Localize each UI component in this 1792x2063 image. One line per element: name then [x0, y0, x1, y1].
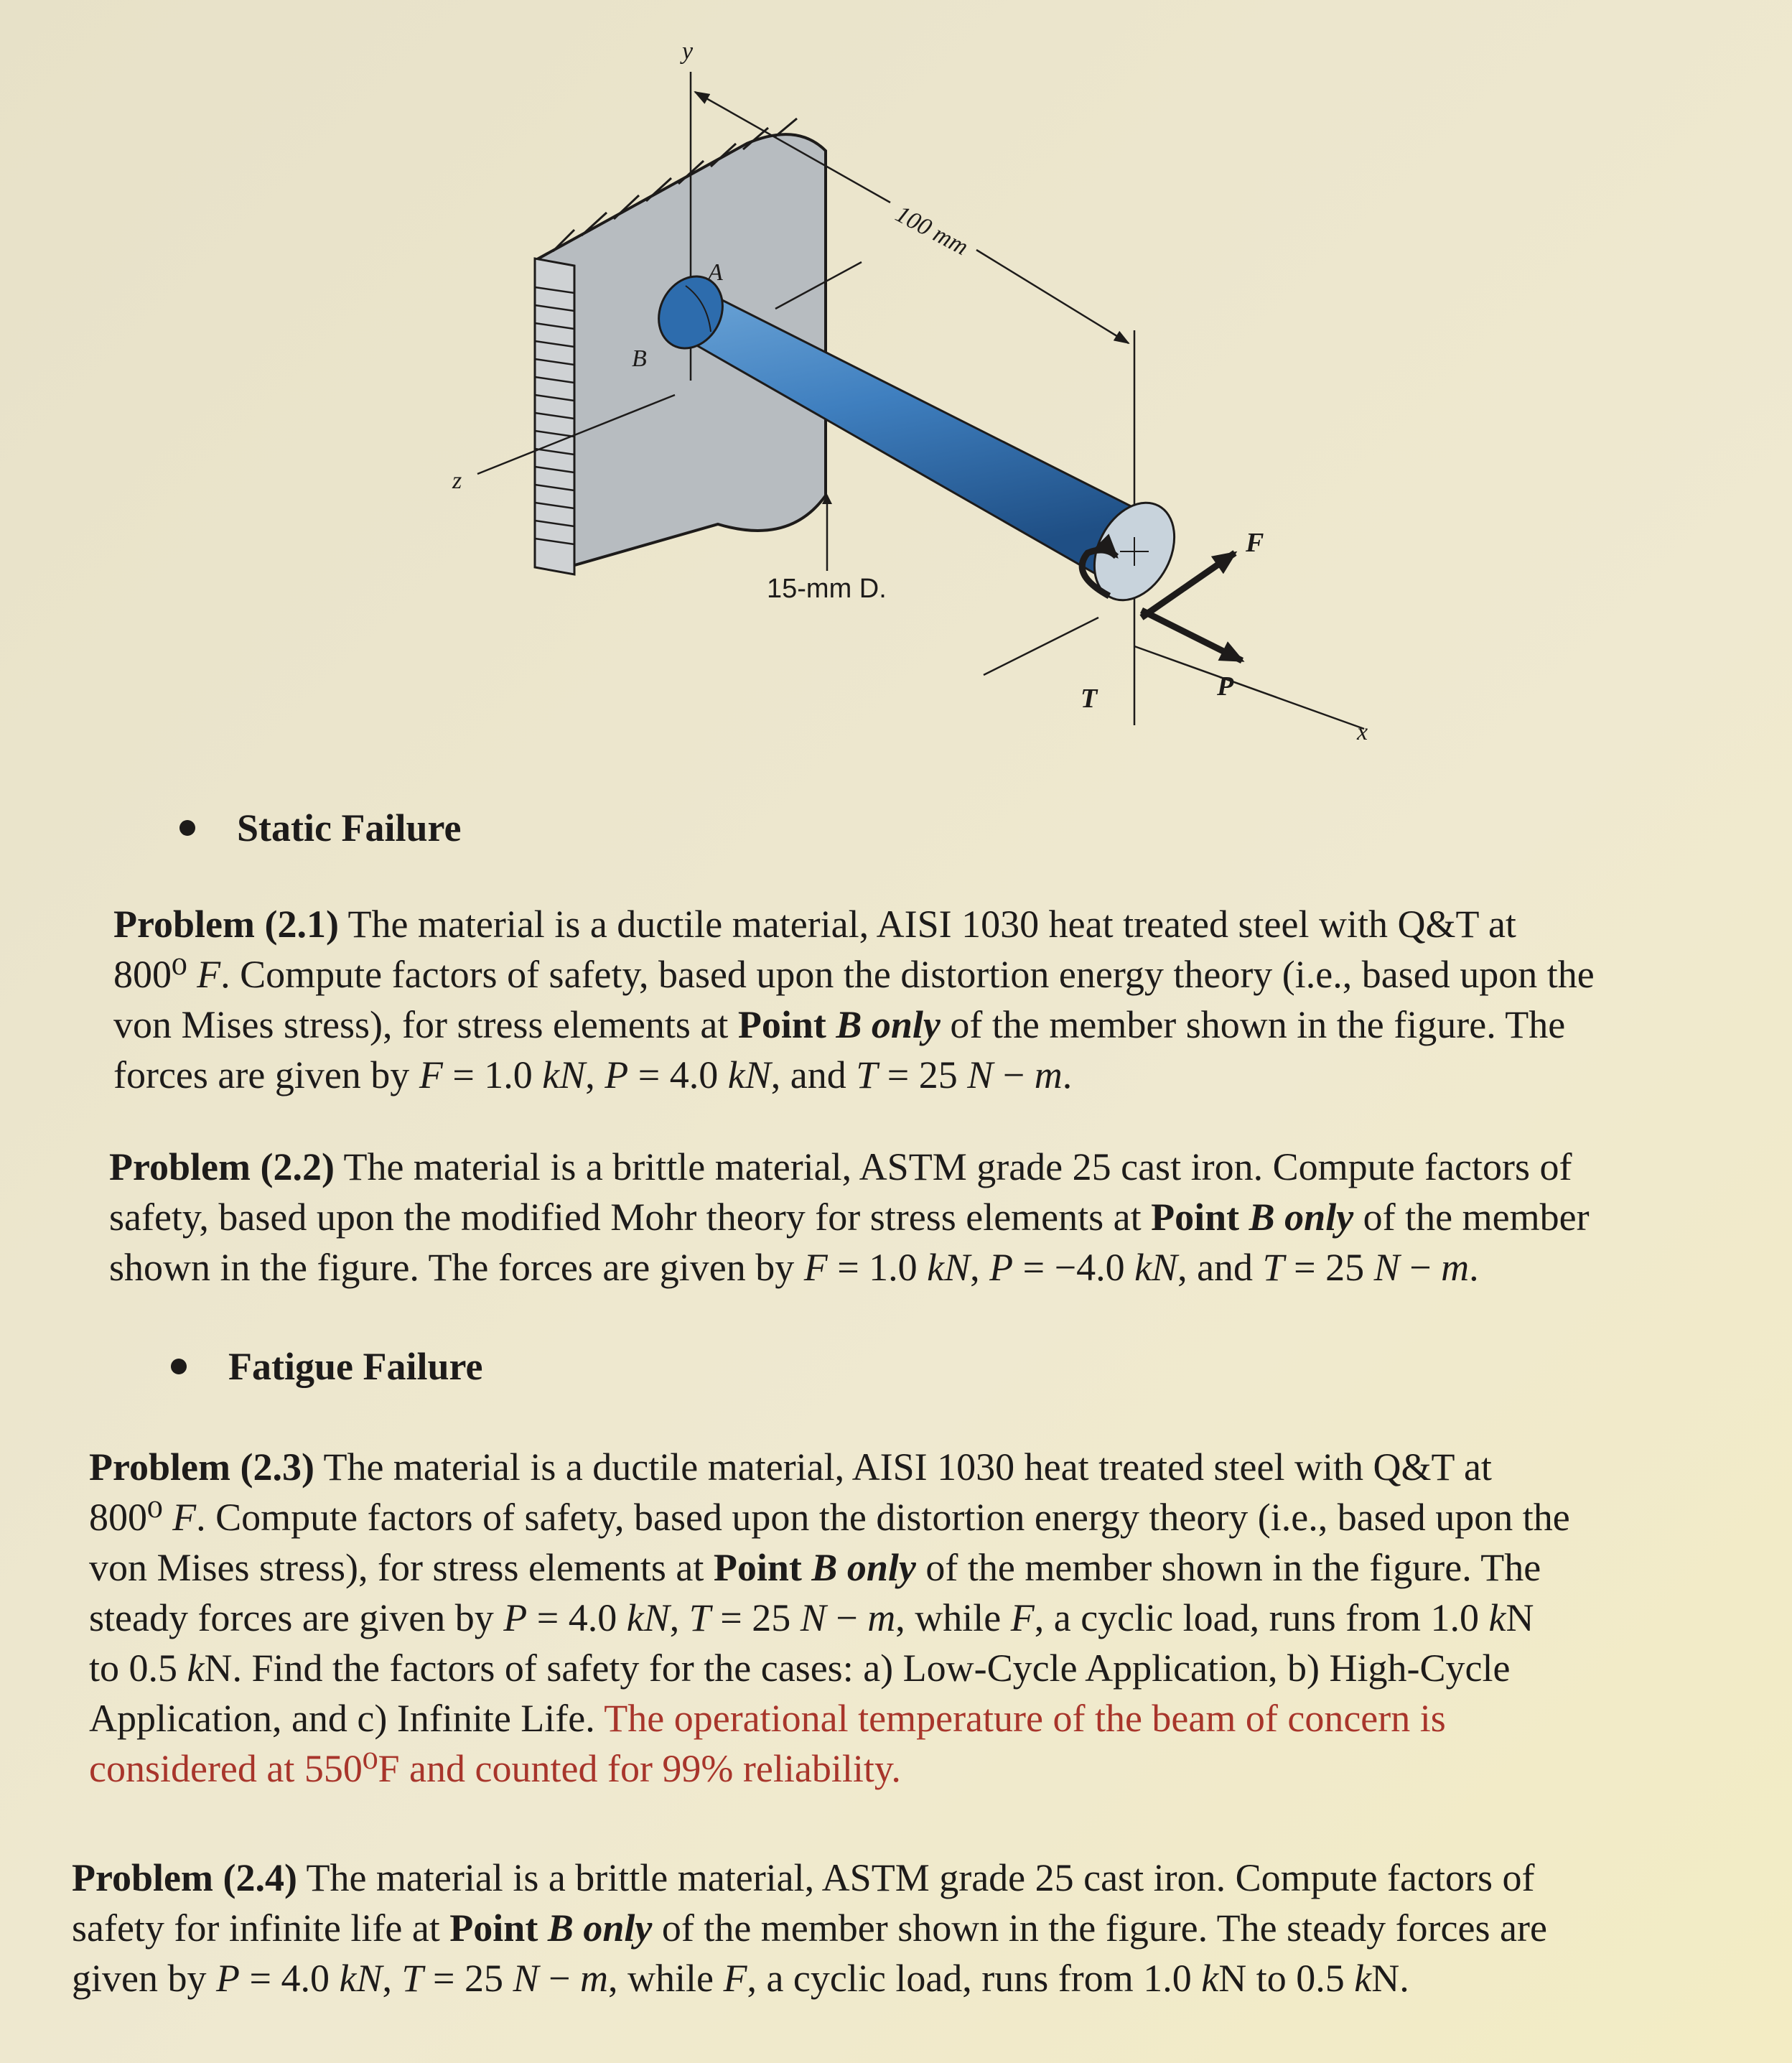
force-p-label: P [1217, 671, 1234, 702]
text-segment: of the member shown in the figure. The [940, 1003, 1566, 1046]
problem-text-line [109, 1242, 1782, 1293]
problem-text-line [109, 1192, 1782, 1242]
problem-text-line [89, 1743, 1762, 1794]
text-segment: m [867, 1596, 896, 1639]
text-segment: m [579, 1957, 608, 2000]
text-segment: k [1488, 1596, 1506, 1639]
problem-2-3 [89, 1442, 1762, 1794]
text-segment: , [382, 1957, 402, 2000]
text-segment: = 25 [877, 1053, 968, 1096]
z-axis-label: z [452, 467, 462, 494]
text-segment: m [1034, 1053, 1063, 1096]
text-segment: P [215, 1957, 240, 2000]
text-segment: kN [927, 1246, 971, 1289]
text-segment: = 4.0 [527, 1596, 627, 1639]
text-segment: forces are given by [113, 1053, 419, 1096]
text-segment: N [513, 1957, 539, 2000]
text-segment: B only [547, 1906, 653, 1950]
problem-text-line [89, 1643, 1762, 1693]
text-segment: The material is a ductile material, AISI 1030 heat treated steel with Q&T at [338, 903, 1516, 946]
text-segment: , a cyclic load, runs from 1.0 [747, 1957, 1202, 2000]
text-segment: The operational temperature of the beam of concern is [604, 1697, 1446, 1740]
static-failure-heading [179, 806, 461, 850]
text-segment: = −4.0 [1013, 1246, 1135, 1289]
text-segment: Point [737, 1003, 836, 1046]
text-segment: m [1441, 1246, 1470, 1289]
text-segment: = 1.0 [442, 1053, 543, 1096]
problem-text-line [72, 1953, 1745, 2003]
problem-text-line [113, 1050, 1786, 1100]
text-segment: Problem (2.4) [72, 1856, 297, 1899]
text-segment: N [967, 1053, 994, 1096]
text-segment: F [197, 953, 221, 996]
text-segment: , [585, 1053, 605, 1096]
text-segment: N. [1371, 1957, 1409, 2000]
text-segment: , [669, 1596, 689, 1639]
text-segment: T [1262, 1246, 1284, 1289]
text-segment: . [1062, 1053, 1073, 1096]
text-segment: = 25 [710, 1596, 801, 1639]
text-segment: N to 0.5 [1218, 1957, 1355, 2000]
length-label: 100 mm [891, 200, 973, 261]
text-segment: − [1399, 1246, 1442, 1289]
problem-text-line [113, 1000, 1786, 1050]
problem-text-line [109, 1142, 1782, 1192]
text-segment: Application, and c) Infinite Life. [89, 1697, 605, 1740]
point-b-label: B [632, 345, 647, 372]
text-segment: 800⁰ [113, 953, 197, 996]
text-segment: kN [1134, 1246, 1178, 1289]
text-segment: P [989, 1246, 1014, 1289]
text-segment: F [419, 1053, 443, 1096]
force-p-arrow [1142, 610, 1242, 661]
problem-text-line [89, 1442, 1762, 1492]
text-segment: , a cyclic load, runs from 1.0 [1034, 1596, 1489, 1639]
text-segment: , while [607, 1957, 724, 2000]
bullet-icon [171, 1359, 187, 1374]
force-f-label: F [1246, 528, 1264, 558]
text-segment: . [1469, 1246, 1479, 1289]
problem-2-4 [72, 1853, 1745, 2003]
text-segment: B only [836, 1003, 941, 1046]
text-segment: = 25 [423, 1957, 513, 2000]
text-segment: kN [626, 1596, 670, 1639]
text-segment: F [1010, 1596, 1035, 1639]
text-segment: = 1.0 [827, 1246, 928, 1289]
text-segment: F [723, 1957, 747, 2000]
problem-text-line [113, 949, 1786, 1000]
text-segment: steady forces are given by [89, 1596, 504, 1639]
text-segment: F [803, 1246, 828, 1289]
text-segment: kN [727, 1053, 771, 1096]
text-segment: − [993, 1053, 1035, 1096]
text-segment: N. Find the factors of safety for the cases: a) Low-Cycle Application, b) High-Cycle [204, 1647, 1511, 1690]
text-segment: = 4.0 [239, 1957, 340, 2000]
static-failure-title: Static Failure [237, 806, 462, 849]
text-segment: P [503, 1596, 528, 1639]
text-segment: von Mises stress), for stress elements at [89, 1546, 714, 1589]
text-segment: given by [72, 1957, 216, 2000]
text-segment: T [401, 1957, 424, 2000]
problem-text-line [89, 1542, 1762, 1593]
text-segment: , and [1177, 1246, 1263, 1289]
text-segment: of the member [1353, 1196, 1590, 1239]
text-segment: k [1354, 1957, 1372, 2000]
text-segment: , and [770, 1053, 857, 1096]
problem-text-line [89, 1593, 1762, 1643]
text-segment: von Mises stress), for stress elements at [113, 1003, 738, 1046]
text-segment: B only [811, 1546, 916, 1589]
problem-text-line [89, 1693, 1762, 1743]
text-segment: F [172, 1496, 197, 1539]
text-segment: Point [1151, 1196, 1249, 1239]
text-segment: safety, based upon the modified Mohr theory for stress elements at [109, 1196, 1152, 1239]
text-segment: = 25 [1284, 1246, 1374, 1289]
text-segment: , while [895, 1596, 1011, 1639]
text-segment: shown in the figure. The forces are given by [109, 1246, 804, 1289]
text-segment: kN [542, 1053, 586, 1096]
text-segment: kN [339, 1957, 383, 2000]
text-segment: 800⁰ [89, 1496, 173, 1539]
text-segment: The material is a brittle material, ASTM grade 25 cast iron. Compute factors of [297, 1856, 1535, 1899]
problem-2-2 [109, 1142, 1782, 1293]
problem-text-line [72, 1903, 1745, 1953]
text-segment: . Compute factors of safety, based upon the distortion energy theory (i.e., based upon the [220, 953, 1595, 996]
text-segment: = 4.0 [628, 1053, 728, 1096]
text-segment: N [1373, 1246, 1400, 1289]
text-segment: . Compute factors of safety, based upon the distortion energy theory (i.e., based upon the [196, 1496, 1570, 1539]
text-segment: Problem (2.2) [109, 1145, 335, 1188]
x-axis-label: x [1357, 719, 1368, 745]
text-segment: N [800, 1596, 826, 1639]
problem-text-line [113, 899, 1786, 949]
text-segment: of the member shown in the figure. The steady forces are [652, 1906, 1547, 1950]
text-segment: of the member shown in the figure. The [915, 1546, 1541, 1589]
cantilever-figure [0, 0, 1792, 776]
point-a-label: A [708, 259, 723, 286]
fatigue-failure-title: Fatigue Failure [228, 1345, 483, 1388]
x-axis [1134, 646, 1364, 729]
bullet-icon [179, 820, 195, 836]
text-segment: safety for infinite life at [72, 1906, 450, 1950]
torque-t-label: T [1081, 684, 1098, 714]
text-segment: Problem (2.3) [89, 1445, 314, 1489]
text-segment: P [605, 1053, 629, 1096]
y-axis-label: y [682, 38, 694, 65]
text-segment: The material is a ductile material, AISI 1030 heat treated steel with Q&T at [314, 1445, 1492, 1489]
text-segment: Problem (2.1) [113, 903, 339, 946]
diameter-label: 15-mm D. [767, 574, 887, 604]
text-segment: k [187, 1647, 205, 1690]
text-segment: considered at 550⁰F and counted for 99% reliability. [89, 1747, 901, 1790]
text-segment: to 0.5 [89, 1647, 187, 1690]
text-segment: T [689, 1596, 711, 1639]
text-segment: B only [1249, 1196, 1354, 1239]
problem-text-line [72, 1853, 1745, 1903]
text-segment: Point [713, 1546, 812, 1589]
text-segment: N [1506, 1596, 1534, 1639]
problem-2-1 [113, 899, 1786, 1100]
problem-text-line [89, 1492, 1762, 1542]
fatigue-failure-heading [171, 1344, 482, 1389]
text-segment: k [1201, 1957, 1219, 2000]
text-segment: The material is a brittle material, ASTM grade 25 cast iron. Compute factors of [334, 1145, 1572, 1188]
text-segment: , [970, 1246, 990, 1289]
text-segment: T [856, 1053, 878, 1096]
text-segment: − [538, 1957, 580, 2000]
text-segment: Point [449, 1906, 548, 1950]
text-segment: − [826, 1596, 868, 1639]
